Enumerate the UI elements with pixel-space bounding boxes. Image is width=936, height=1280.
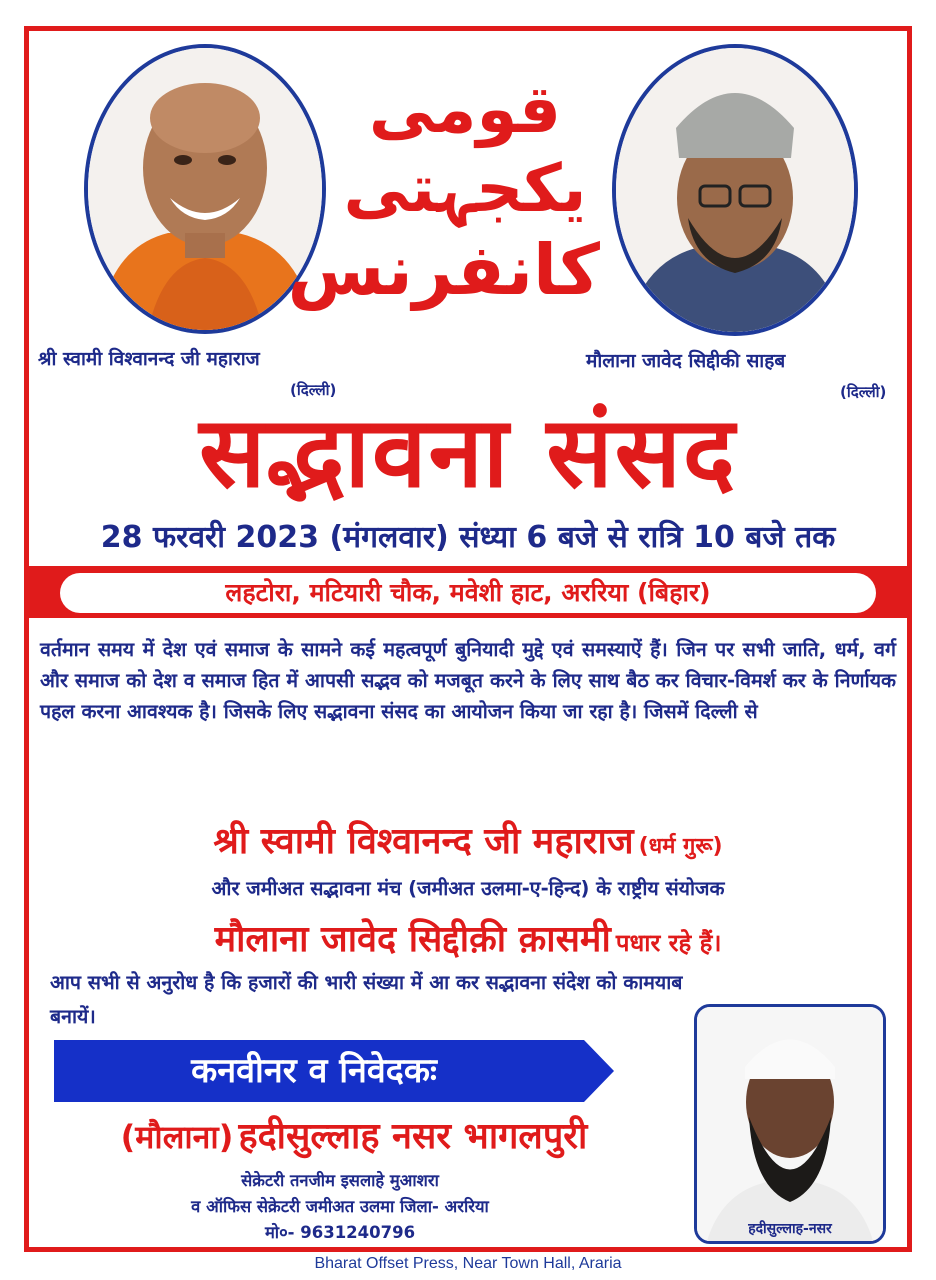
guest-right-portrait (612, 44, 858, 336)
guest2-name: मौलाना जावेद सिद्दीक़ी क़ासमी (214, 919, 611, 960)
convener-banner-label: कनवीनर व निवेदकः (191, 1051, 437, 1091)
printer-footer: Bharat Offset Press, Near Town Hall, Araria (314, 1255, 622, 1272)
event-date-time: 28 फरवरी 2023 (मंगलवार) संध्या 6 बजे से रात्रि 10 बजे तक (100, 520, 836, 555)
monk-portrait-image (88, 48, 322, 330)
description-paragraph: वर्तमान समय में देश एवं समाज के सामने कई महत्वपूर्ण बुनियादी मुद्दे एवं समस्याऐं हैं। जिन पर सभी जाति, धर्म, वर्ग और समाज को देश व समाज हित में आपसी सद्भव को मजबूत करने के लिए साथ बैठ कर विचार-विमर्श कर के निर्णायक पहल करना आवश्यक है। जिसके लिए सद्भावना संसद का आयोजन किया जा रहा है। जिसमें दिल्ली से (40, 638, 896, 723)
organizer-line2: व ऑफिस सेक्रेटरी जमीअत उलमा जिला- अररिया (191, 1197, 489, 1216)
venue-text: लहटोरा, मटियारी चौक, मवेशी हाट, अररिया (बिहार) (60, 573, 876, 613)
left-guest-city: (दिल्ली) (290, 381, 337, 399)
guest1-name: श्री स्वामी विश्वानन्द जी महाराज (213, 821, 634, 862)
organizer-honorific: (मौलाना) (120, 1118, 234, 1156)
guest2-tail: पधार रहे हैं। (615, 929, 722, 957)
guest1-line (30, 815, 906, 864)
left-guest-caption: श्री स्वामी विश्वानन्द जी महाराज (38, 348, 260, 370)
organizer-name-line (44, 1110, 664, 1159)
urdu-title-line2: کانفرنس (287, 229, 600, 312)
guest2-line (30, 913, 906, 962)
event-title: सद्भावना संसद (199, 396, 737, 510)
organizer-line1: सेक्रेटरी तनजीम इसलाहे मुआशरा (241, 1171, 439, 1190)
organizer-photo-caption: हदीसुल्लाह-नसर (748, 1221, 832, 1237)
organizer-photo (694, 1004, 886, 1244)
maulana-portrait-image (616, 48, 854, 332)
urdu-title-line1: قومی یکجہتی (343, 71, 587, 228)
right-guest-city: (दिल्ली) (840, 383, 887, 401)
organizer-name: हदीसुल्लाह नसर भागलपुरी (238, 1116, 588, 1157)
organizer-portrait-image (697, 1007, 883, 1241)
organizer-details (80, 1168, 600, 1246)
organizer-phone: मो०- 9631240796 (264, 1223, 416, 1242)
urdu-conference-title (287, 70, 600, 312)
right-guest-caption: मौलाना जावेद सिद्दीकी साहब (586, 350, 786, 372)
appeal-text: आप सभी से अनुरोध है कि हजारों की भारी संख्या में आ कर सद्भावना संदेश को कामयाब बनायें। (50, 971, 683, 1028)
guest1-role: (धर्म गुरू) (638, 834, 723, 859)
connector-line: और जमीअत सद्भावना मंच (जमीअत उलमा-ए-हिन्द) के राष्ट्रीय संयोजक (211, 877, 725, 900)
